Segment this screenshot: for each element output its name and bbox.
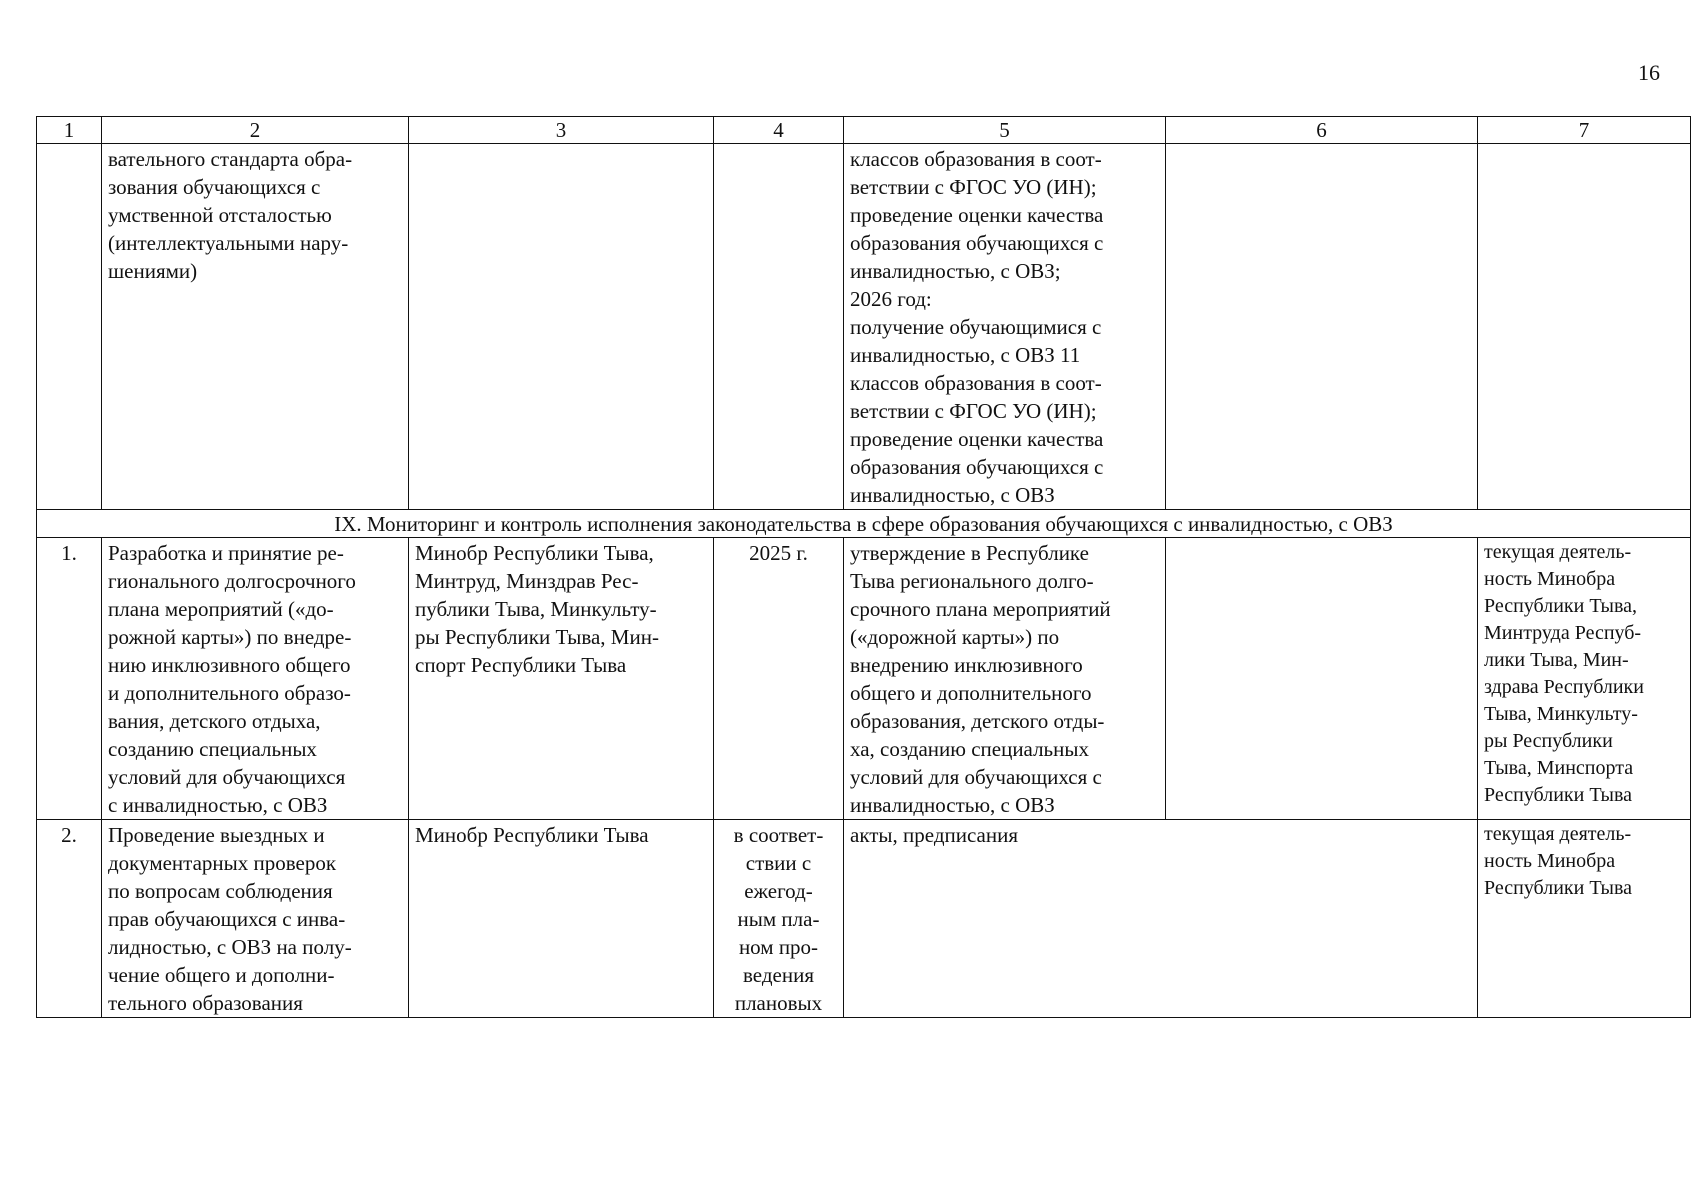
section-row: [37, 510, 1691, 538]
page-number: 16: [1638, 60, 1660, 85]
cell-result: акты, предписания: [844, 820, 1478, 1018]
cell-event: Проведение выездных и документарных проверок по вопросам соблюдения прав обучающихся с инва- лидностью, с ОВЗ на полу- чение общего и дополни- тельного образования: [102, 820, 409, 1018]
cell-deadline: [714, 144, 844, 510]
cell-num: 1.: [37, 538, 102, 820]
header-col-6: 6: [1166, 117, 1478, 144]
cell-col6: [1166, 144, 1478, 510]
cell-executors: [409, 144, 714, 510]
cell-deadline: 2025 г.: [714, 538, 844, 820]
cell-executors: Минобр Республики Тыва, Минтруд, Минздрав Рес- публики Тыва, Минкульту- ры Республики Тыва, Мин- спорт Республики Тыва: [409, 538, 714, 820]
plan-table: [36, 116, 1691, 1018]
cell-num: [37, 144, 102, 510]
cell-deadline: в соответ- ствии с ежегод- ным пла- ном про- ведения плановых: [714, 820, 844, 1018]
cell-num: 2.: [37, 820, 102, 1018]
table-header-row: [37, 117, 1691, 144]
cell-col7: [1478, 144, 1691, 510]
cell-col7: текущая деятель- ность Минобра Республики Тыва, Минтруда Респуб- лики Тыва, Мин- здрава Республики Тыва, Минкульту- ры Республики Тыва, Минспорта Республики Тыва: [1478, 538, 1691, 820]
header-col-4: 4: [714, 117, 844, 144]
table-row: [37, 538, 1691, 820]
cell-result: утверждение в Республике Тыва регионального долго- срочного плана мероприятий («дорожной карты») по внедрению инклюзивного общего и дополнительного образования, детского отды- ха, созданию специальных условий для обучающихся с инвалидностью, с ОВЗ: [844, 538, 1166, 820]
header-col-5: 5: [844, 117, 1166, 144]
header-col-3: 3: [409, 117, 714, 144]
cell-col7: текущая деятель- ность Минобра Республики Тыва: [1478, 820, 1691, 1018]
cell-event: Разработка и принятие ре- гионального долгосрочного плана мероприятий («до- рожной карты») по внедре- нию инклюзивного общего и дополнительного образо- вания, детского отдыха, созданию специальных условий для обучающихся с инвалидностью, с ОВЗ: [102, 538, 409, 820]
cell-executors: Минобр Республики Тыва: [409, 820, 714, 1018]
cell-event: вательного стандарта обра- зования обучающихся с умственной отсталостью (интеллектуальными нару- шениями): [102, 144, 409, 510]
table-row: [37, 820, 1691, 1018]
header-col-7: 7: [1478, 117, 1691, 144]
cell-result: классов образования в соот- ветствии с ФГОС УО (ИН); проведение оценки качества образования обучающихся с инвалидностью, с ОВЗ; 2026 год: получение обучающимися с инвалидностью, с ОВЗ 11 классов образования в соот- ветствии с ФГОС УО (ИН); проведение оценки качества образования обучающихся с инвалидностью, с ОВЗ: [844, 144, 1166, 510]
table-row-continuation: [37, 144, 1691, 510]
cell-col6: [1166, 538, 1478, 820]
section-title: IX. Мониторинг и контроль исполнения законодательства в сфере образования обучающихся с инвалидностью, с ОВЗ: [37, 510, 1691, 538]
header-col-2: 2: [102, 117, 409, 144]
header-col-1: 1: [37, 117, 102, 144]
